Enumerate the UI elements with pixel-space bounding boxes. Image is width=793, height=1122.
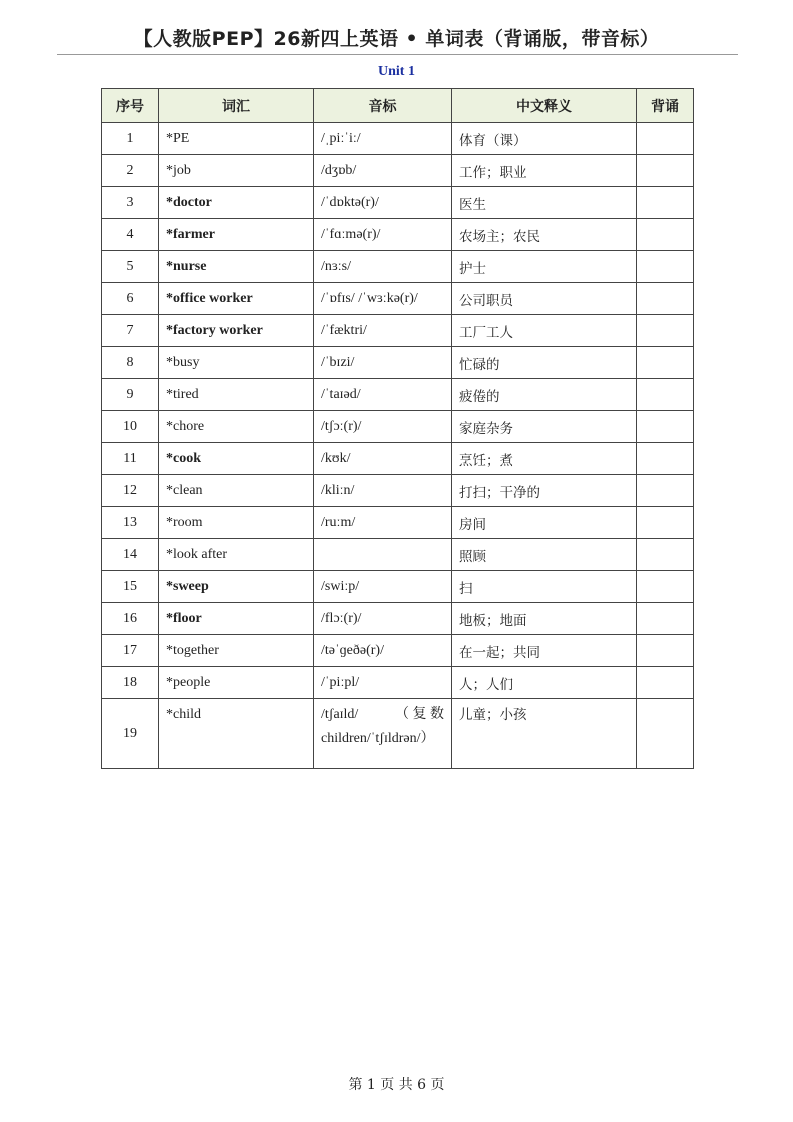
row-number: 14 [102,539,159,571]
row-word: *clean [159,475,314,507]
row-word: *job [159,155,314,187]
row-recite-cell[interactable] [637,507,694,539]
phonetic-singular: /tʃaɪld/ [321,707,359,722]
row-word: *tired [159,379,314,411]
row-phonetic: /kʊk/ [314,443,452,475]
row-word: *busy [159,347,314,379]
row-meaning: 在一起；共同 [452,635,637,667]
table-header-row [102,89,694,123]
row-number: 4 [102,219,159,251]
row-phonetic: /ˈfæktri/ [314,315,452,347]
row-number: 8 [102,347,159,379]
row-recite-cell[interactable] [637,187,694,219]
row-phonetic: /ˈpiːpl/ [314,667,452,699]
row-phonetic: /ˈdɒktə(r)/ [314,187,452,219]
row-word: *nurse [159,251,314,283]
row-phonetic: /tʃɔː(r)/ [314,411,452,443]
row-phonetic: /ˌpiːˈiː/ [314,123,452,155]
page-footer: 第 1 页 共 6 页 [348,1077,445,1093]
row-meaning: 地板；地面 [452,603,637,635]
table-row [102,475,694,507]
column-header-recite: 背诵 [637,89,694,123]
row-number: 1 [102,123,159,155]
table-row [102,315,694,347]
table-row [102,187,694,219]
row-number: 11 [102,443,159,475]
row-number: 13 [102,507,159,539]
row-word: *chore [159,411,314,443]
column-header-word: 词汇 [159,89,314,123]
row-meaning: 儿童；小孩 [452,699,637,769]
row-meaning: 工厂工人 [452,315,637,347]
row-recite-cell[interactable] [637,219,694,251]
row-meaning: 家庭杂务 [452,411,637,443]
row-meaning: 烹饪；煮 [452,443,637,475]
row-meaning: 房间 [452,507,637,539]
table-row [102,411,694,443]
table-row [102,699,694,769]
table-row [102,571,694,603]
document-title: 【人教版PEP】26新四上英语 • 单词表（背诵版，带音标） [133,28,660,50]
table-row [102,635,694,667]
row-meaning: 打扫；干净的 [452,475,637,507]
row-word: *PE [159,123,314,155]
row-word: *look after [159,539,314,571]
row-meaning: 忙碌的 [452,347,637,379]
row-meaning: 公司职员 [452,283,637,315]
row-recite-cell[interactable] [637,635,694,667]
row-phonetic: /dʒɒb/ [314,155,452,187]
row-number: 10 [102,411,159,443]
row-phonetic: /nɜːs/ [314,251,452,283]
row-phonetic: /ˈtaɪəd/ [314,379,452,411]
row-meaning: 扫 [452,571,637,603]
table-row [102,219,694,251]
row-recite-cell[interactable] [637,699,694,769]
row-word: *child [159,699,314,769]
row-phonetic [314,539,452,571]
table-row [102,667,694,699]
row-number: 2 [102,155,159,187]
row-word: *doctor [159,187,314,219]
row-meaning: 人；人们 [452,667,637,699]
row-recite-cell[interactable] [637,475,694,507]
row-meaning: 医生 [452,187,637,219]
table-row [102,283,694,315]
row-word: *factory worker [159,315,314,347]
row-recite-cell[interactable] [637,539,694,571]
phonetic-line-2: children/ˈtʃɪldrən/） [321,731,435,746]
row-meaning: 护士 [452,251,637,283]
table-row [102,507,694,539]
row-recite-cell[interactable] [637,571,694,603]
row-number: 19 [102,699,159,769]
row-recite-cell[interactable] [637,667,694,699]
table-row [102,155,694,187]
row-number: 12 [102,475,159,507]
row-number: 17 [102,635,159,667]
table-row [102,603,694,635]
row-recite-cell[interactable] [637,347,694,379]
row-recite-cell[interactable] [637,443,694,475]
row-recite-cell[interactable] [637,603,694,635]
row-meaning: 体育（课） [452,123,637,155]
column-header-phonetic: 音标 [314,89,452,123]
row-recite-cell[interactable] [637,379,694,411]
row-phonetic: /swiːp/ [314,571,452,603]
row-number: 16 [102,603,159,635]
row-recite-cell[interactable] [637,283,694,315]
row-phonetic: /ˈbɪzi/ [314,347,452,379]
column-header-meaning: 中文释义 [452,89,637,123]
row-recite-cell[interactable] [637,123,694,155]
row-phonetic: /ˈɒfɪs/ /ˈwɜːkə(r)/ [314,283,452,315]
row-number: 5 [102,251,159,283]
row-number: 15 [102,571,159,603]
row-number: 3 [102,187,159,219]
row-number: 9 [102,379,159,411]
row-phonetic [314,699,452,769]
row-meaning: 工作；职业 [452,155,637,187]
row-word: *farmer [159,219,314,251]
row-phonetic: /kliːn/ [314,475,452,507]
row-phonetic: /təˈɡeðə(r)/ [314,635,452,667]
vocabulary-table [101,88,694,769]
row-number: 6 [102,283,159,315]
row-meaning: 农场主；农民 [452,219,637,251]
table-row [102,443,694,475]
row-recite-cell[interactable] [637,315,694,347]
row-recite-cell[interactable] [637,155,694,187]
row-word: *office worker [159,283,314,315]
phonetic-plural-label: （ 复 数 [395,707,444,722]
row-phonetic: /ˈfɑːmə(r)/ [314,219,452,251]
row-word: *floor [159,603,314,635]
row-phonetic: /ruːm/ [314,507,452,539]
row-word: *cook [159,443,314,475]
table-row [102,347,694,379]
row-number: 7 [102,315,159,347]
header-divider [57,54,738,55]
table-body [102,123,694,769]
column-header-number: 序号 [102,89,159,123]
row-word: *sweep [159,571,314,603]
table-row [102,379,694,411]
row-phonetic: /flɔː(r)/ [314,603,452,635]
row-meaning: 疲倦的 [452,379,637,411]
unit-heading: Unit 1 [378,64,415,79]
row-word: *room [159,507,314,539]
row-recite-cell[interactable] [637,251,694,283]
table-row [102,123,694,155]
table-row [102,251,694,283]
row-number: 18 [102,667,159,699]
row-meaning: 照顾 [452,539,637,571]
row-word: *people [159,667,314,699]
row-recite-cell[interactable] [637,411,694,443]
row-word: *together [159,635,314,667]
table-row [102,539,694,571]
